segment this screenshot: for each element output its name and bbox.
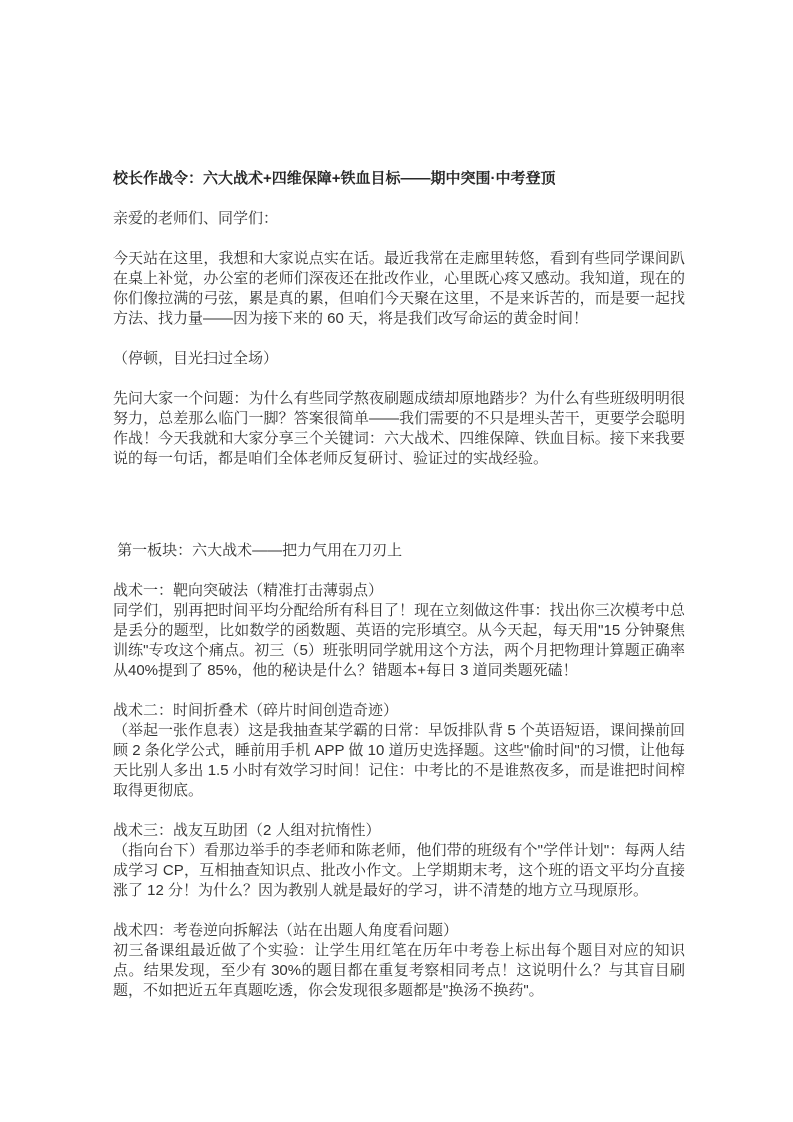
tactic-1-body: 同学们，别再把时间平均分配给所有科目了！现在立刻做这件事：找出你三次模考中总是丢分的题型，比如数学的函数题、英语的完形填空。从今天起，每天用"15 分钟聚焦训练"专攻这个痛点。初三（5）班张明同学就用这个方法，两个月把物理计算题正确率从40%提到了 85%，他的秘诀是什么？错题本+每日 3 道同类题死磕！ [113, 602, 685, 679]
question-paragraph: 先问大家一个问题：为什么有些同学熬夜刷题成绩却原地踏步？为什么有些班级明明很努力，总差那么临门一脚？答案很简单——我们需要的不只是埋头苦干，更要学会聪明作战！今天我就和大家分享三个关键词：六大战术、四维保障、铁血目标。接下来我要说的每一句话，都是咱们全体老师反复研讨、验证过的实战经验。 [113, 390, 685, 467]
tactic-3-heading: 战术三：战友互助团（2 人组对抗惰性） [113, 822, 381, 839]
tactic-2-body: （举起一张作息表）这是我抽查某学霸的日常：早饭排队背 5 个英语短语，课间操前回顾 2 条化学公式，睡前用手机 APP 做 10 道历史选择题。这些"偷时间"的习惯，让他每天比别人多出 1.5 小时有效学习时间！记住：中考比的不是谁熬夜多，而是谁把时间榨取得更彻底。 [113, 722, 685, 799]
greeting-line: 亲爱的老师们、同学们： [113, 210, 279, 227]
tactic-block-4 [113, 921, 685, 1001]
tactic-block-3 [113, 821, 685, 901]
stage-direction: （停顿，目光扫过全场） [113, 350, 279, 367]
tactic-4-body: 初三备课组最近做了个实验：让学生用红笔在历年中考卷上标出每个题目对应的知识点。结果发现，至少有 30%的题目都在重复考察相同考点！这说明什么？与其盲目刷题，不如把近五年真题吃透，你会发现很多题都是"换汤不换药"。 [113, 942, 685, 999]
tactic-3-body: （指向台下）看那边举手的李老师和陈老师，他们带的班级有个"学伴计划"：每两人结成学习 CP，互相抽查知识点、批改小作文。上学期期末考，这个班的语文平均分直接涨了 12 分！为什么？因为教别人就是最好的学习，讲不清楚的地方立马现原形。 [113, 842, 685, 899]
document-title: 校长作战令：六大战术+四维保障+铁血目标——期中突围·中考登顶 [113, 170, 556, 187]
tactic-2-heading: 战术二：时间折叠术（碎片时间创造奇迹） [113, 702, 399, 719]
tactic-1-heading: 战术一：靶向突破法（精准打击薄弱点） [113, 582, 384, 599]
intro-paragraph: 今天站在这里，我想和大家说点实在话。最近我常在走廊里转悠，看到有些同学课间趴在桌上补觉，办公室的老师们深夜还在批改作业，心里既心疼又感动。我知道，现在的你们像拉满的弓弦，累是真的累，但咱们今天聚在这里，不是来诉苦的，而是要一起找方法、找力量——因为接下来的 60 天，将是我们改写命运的黄金时间！ [113, 250, 685, 327]
tactic-block-2 [113, 701, 685, 801]
section1-heading: 第一板块：六大战术——把力气用在刀刃上 [113, 542, 403, 559]
tactic-block-1 [113, 581, 685, 681]
tactic-4-heading: 战术四：考卷逆向拆解法（站在出题人角度看问题） [113, 922, 459, 939]
